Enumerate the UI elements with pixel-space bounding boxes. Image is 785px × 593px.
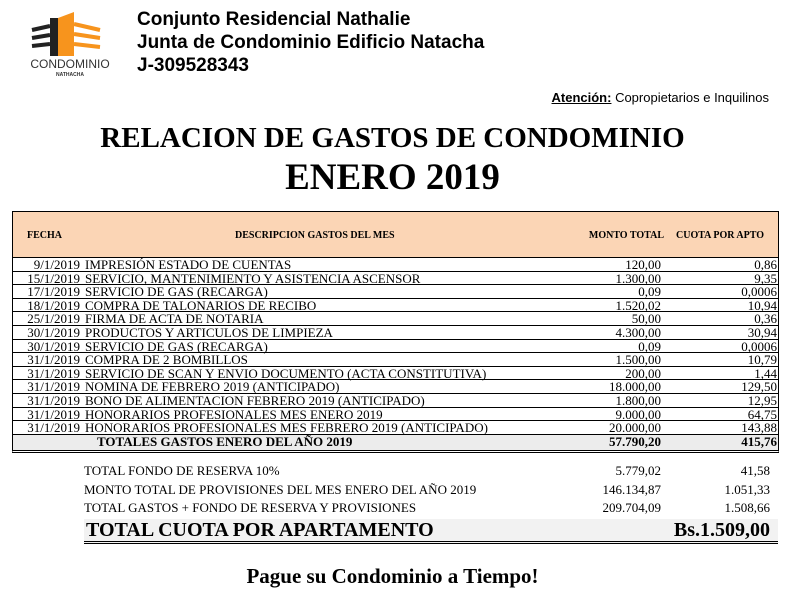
table-row [13,326,778,340]
total-cuota-label: TOTAL CUOTA POR APARTAMENTO [86,519,434,541]
cell-fecha: 31/1/2019 [27,352,80,368]
cell-descripcion: COMPRA DE 2 BOMBILLOS [85,352,248,368]
cell-monto: 1.500,00 [615,352,661,368]
table-row [13,380,778,394]
logo [22,12,118,78]
cell-descripcion: HONORARIOS PROFESIONALES MES FEBRERO 2019 (ANTICIPADO) [85,420,488,436]
cell-fecha: 25/1/2019 [27,311,80,327]
cell-cuota: 0,0006 [741,338,777,354]
totals-monto: 57.790,20 [609,433,661,449]
attention-label: Atención: [551,90,612,105]
cell-fecha: 30/1/2019 [27,324,80,340]
cell-descripcion: IMPRESIÓN ESTADO DE CUENTAS [85,257,292,272]
table-row [13,367,778,381]
summary-label: TOTAL GASTOS + FONDO DE RESERVA Y PROVISIONES [84,500,417,515]
cell-monto: 18.000,00 [609,379,661,395]
cell-cuota: 0,86 [754,257,777,272]
cell-fecha: 30/1/2019 [27,338,80,354]
cell-descripcion: SERVICIO DE SCAN Y ENVIO DOCUMENTO (ACTA CONSTITUTIVA) [85,365,487,381]
totals-row [13,435,778,450]
rif-number: J-309528343 [137,55,249,76]
cell-descripcion: NOMINA DE FEBRERO 2019 (ANTICIPADO) [85,379,340,395]
total-cuota-row [84,519,778,544]
board-name: Junta de Condominio Edificio Natacha [137,32,485,53]
cell-descripcion: SERVICIO, MANTENIMIENTO Y ASISTENCIA ASCENSOR [85,270,421,286]
cell-monto: 50,00 [631,311,661,327]
cell-fecha: 17/1/2019 [27,284,80,300]
svg-text:CONDOMINIO: CONDOMINIO [30,57,110,71]
cell-descripcion: SERVICIO DE GAS (RECARGA) [85,284,268,300]
cell-monto: 1.300,00 [615,270,661,286]
table-row [13,353,778,367]
col-cuota: CUOTA POR APTO [676,230,764,241]
cell-fecha: 31/1/2019 [27,392,80,408]
summary-monto: 146.134,87 [602,482,661,497]
summary-cuota: 1.508,66 [724,500,770,515]
totals-label: TOTALES GASTOS ENERO DEL AÑO 2019 [97,433,353,449]
table-row [13,285,778,299]
table-row [13,312,778,326]
summary-row [84,482,778,500]
cell-cuota: 1,44 [754,365,777,381]
table-row [13,394,778,408]
table-row [13,421,778,435]
cell-monto: 0,09 [638,338,661,354]
table-row [13,258,778,272]
summary-label: TOTAL FONDO DE RESERVA 10% [84,463,280,478]
cell-monto: 4.300,00 [615,324,661,340]
col-monto: MONTO TOTAL [588,230,664,241]
table-row [13,408,778,422]
cell-descripcion: PRODUCTOS Y ARTICULOS DE LIMPIEZA [85,324,333,340]
table-header [13,212,778,258]
summary-monto: 5.779,02 [615,463,661,478]
summary-cuota: 41,58 [740,463,770,478]
cell-monto: 9.000,00 [615,406,661,422]
cell-fecha: 31/1/2019 [27,406,80,422]
cell-monto: 0,09 [638,284,661,300]
cell-descripcion: HONORARIOS PROFESIONALES MES ENERO 2019 [85,406,383,422]
col-descripcion: DESCRIPCION GASTOS DEL MES [235,230,395,241]
cell-cuota: 64,75 [747,406,777,422]
page-title: RELACION DE GASTOS DE CONDOMINIO [100,122,685,154]
table-row [13,272,778,286]
cell-cuota: 10,94 [747,297,777,313]
cell-descripcion: COMPRA DE TALONARIOS DE RECIBO [85,297,317,313]
summary-label: MONTO TOTAL DE PROVISIONES DEL MES ENERO DEL AÑO 2019 [84,482,477,497]
cell-cuota: 129,50 [741,379,777,395]
cell-monto: 20.000,00 [609,420,661,436]
totals-cuota: 415,76 [741,433,777,449]
cell-cuota: 0,36 [754,311,777,327]
summary-cuota: 1.051,33 [724,482,770,497]
summary-row [84,463,778,481]
page-subtitle: ENERO 2019 [285,157,500,198]
svg-text:NATHACHA: NATHACHA [56,72,84,78]
attention-line [552,90,770,105]
cell-descripcion: BONO DE ALIMENTACION FEBRERO 2019 (ANTICIPADO) [85,392,425,408]
cell-descripcion: SERVICIO DE GAS (RECARGA) [85,338,268,354]
cell-cuota: 0,0006 [741,284,777,300]
cell-cuota: 143,88 [741,420,777,436]
cell-monto: 200,00 [625,365,661,381]
table-row [13,340,778,354]
cell-fecha: 9/1/2019 [33,257,80,272]
cell-descripcion: FIRMA DE ACTA DE NOTARIA [85,311,264,327]
attention-text: Copropietarios e Inquilinos [611,90,769,105]
cell-cuota: 9,35 [754,270,777,286]
cell-cuota: 10,79 [747,352,777,368]
footer-message: Pague su Condominio a Tiempo! [246,564,539,588]
total-cuota-value: Bs.1.509,00 [673,519,770,541]
org-name: Conjunto Residencial Nathalie [137,9,411,30]
cell-monto: 1.520,02 [615,297,661,313]
cell-cuota: 12,95 [747,392,777,408]
expenses-table [12,211,779,453]
cell-fecha: 15/1/2019 [27,270,80,286]
cell-fecha: 31/1/2019 [27,379,80,395]
cell-monto: 120,00 [625,257,661,272]
summary-monto: 209.704,09 [602,500,661,515]
cell-fecha: 31/1/2019 [27,420,80,436]
cell-monto: 1.800,00 [615,392,661,408]
col-fecha: FECHA [27,230,62,241]
cell-fecha: 31/1/2019 [27,365,80,381]
table-row [13,299,778,313]
summary-row [84,500,778,518]
cell-cuota: 30,94 [747,324,777,340]
cell-fecha: 18/1/2019 [27,297,80,313]
